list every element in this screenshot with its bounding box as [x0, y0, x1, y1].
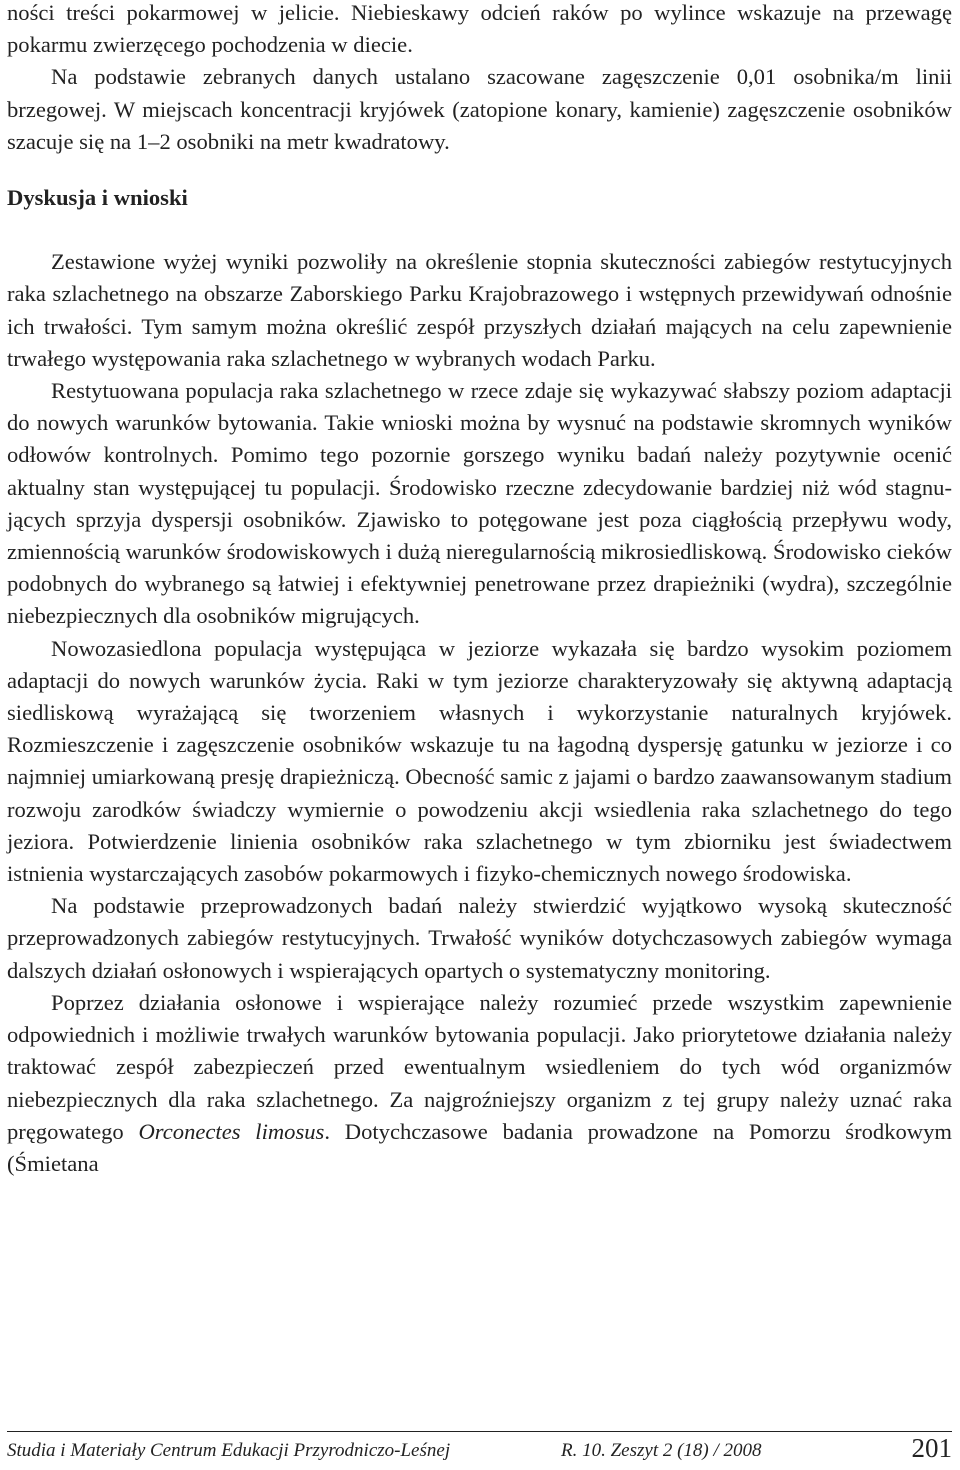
footer-journal: Studia i Materiały Centrum Edukacji Przyrodniczo-Leśnej	[7, 1440, 451, 1461]
paragraph-lake: Nowozasiedlona populacja występująca w jeziorze wykazała się bardzo wysokim poziomem adaptacji do nowych warunków życia. Raki w tym jeziorze charakteryzowały się aktywną adaptacją siedliskową wyrażającą się tworzeniem własnych i wykorzystanie naturalnych kryjówek. Rozmieszczenie i zagęszczenie osobników wskazuje tu na łagodną dyspersję gatunku w jeziorze i co najmniej umiarkowaną presję drapieżniczą. Obecność samic z jajami o bardzo zaawansowanym stadium rozwoju zarodków świadczy wymiernie o powodzeniu akcji wsiedlenia raka szlachetnego do tego jeziora. Potwierdzenie linienia osobników raka szlachetnego w tym zbiorniku jest świadectwem istnienia wystarczających zasobów pokarmowych i fizyko-chemicznych nowego środowiska.	[7, 635, 952, 887]
paragraph-results: Zestawione wyżej wyniki pozwoliły na określenie stopnia skuteczności zabiegów restytucyjnych raka szlachetnego na obszarze Zaborskiego Parku Krajobrazowego i wstępnych przewidywań odnośnie ich trwałości. Tym samym można określić zespół przyszłych działań mających na celu zapewnienie trwałego występowania raka szlachetnego w wybranych wodach Parku.	[7, 249, 952, 371]
paragraph-river: Restytuowana populacja raka szlachetnego w rzece zdaje się wykazywać słabszy poziom adaptacji do nowych warunków bytowania. Takie wnioski można by wysnuć na podstawie skromnych wyników odłowów kontrolnych. Pomimo tego pozornie gorszego wyniku badań należy pozytywnie ocenić aktualny stan występującej tu populacji. Środowisko rzeczne zdecydowanie bardziej niż wód stagnujących sprzyja dyspersji osobników. Zjawisko to potęgowane jest poza ciągłością przepływu wody, zmiennością warunków środowiskowych i dużą nieregularnością mikrosiedliskową. Środowisko cieków podobnych do wybranego są łatwiej i efektywniej penetrowane przez drapieżniki (wydra), szczególnie niebezpiecznych dla osobników migrujących.	[7, 378, 952, 629]
page-number: 201	[911, 1433, 952, 1463]
section-heading: Dyskusja i wnioski	[7, 185, 188, 211]
page-footer	[7, 1431, 952, 1465]
paragraph-conclusion: Na podstawie przeprowadzonych badań należy stwierdzić wyjątkowo wysoką skuteczność przeprowadzonych zabiegów restytucyjnych. Trwałość wyników dotychczasowych zabiegów wymaga dalszych działań osłonowych i wspierających opartych o systematyczny monitoring.	[7, 893, 952, 983]
protection-text-start: Poprzez działania osłonowe i wspierające należy rozumieć przede wszystkim zapewnienie odpowiednich i możliwie trwałych warunków bytowania populacji. Jako priorytetowe działania należy traktować zespół zabezpieczeń przed ewentualnym wsiedleniem do tych wód organizmów niebezpiecznych dla raka szlachetnego. Za najgroźniejszy organizm z tej grupy należy uznać raka pręgowatego	[7, 989, 952, 1144]
paragraph-protection	[7, 987, 952, 1180]
density-paragraph: Na podstawie zebranych danych ustalano szacowane zagęszczenie 0,01 osobnika/m linii brzegowej. W miejscach koncentracji kryjówek (zatopione konary, kamienie) zagęszczenie osobników szacuje się na 1–2 osobniki na metr kwadratowy.	[7, 64, 952, 154]
species-name: Orconectes limosus	[138, 1118, 325, 1144]
footer-issue: R. 10. Zeszyt 2 (18) / 2008	[561, 1440, 762, 1461]
footer-rule	[7, 1431, 952, 1432]
intro-paragraph: ności treści pokarmowej w jelicie. Niebieskawy odcień raków po wylince wskazuje na przewagę pokarmu zwierzęcego pochodzenia w diecie.	[7, 0, 952, 58]
protection-text-end: . Dotychczasowe badania prowadzone na Pomorzu środkowym (Śmietana	[7, 1118, 952, 1176]
page-body	[7, 0, 952, 1180]
